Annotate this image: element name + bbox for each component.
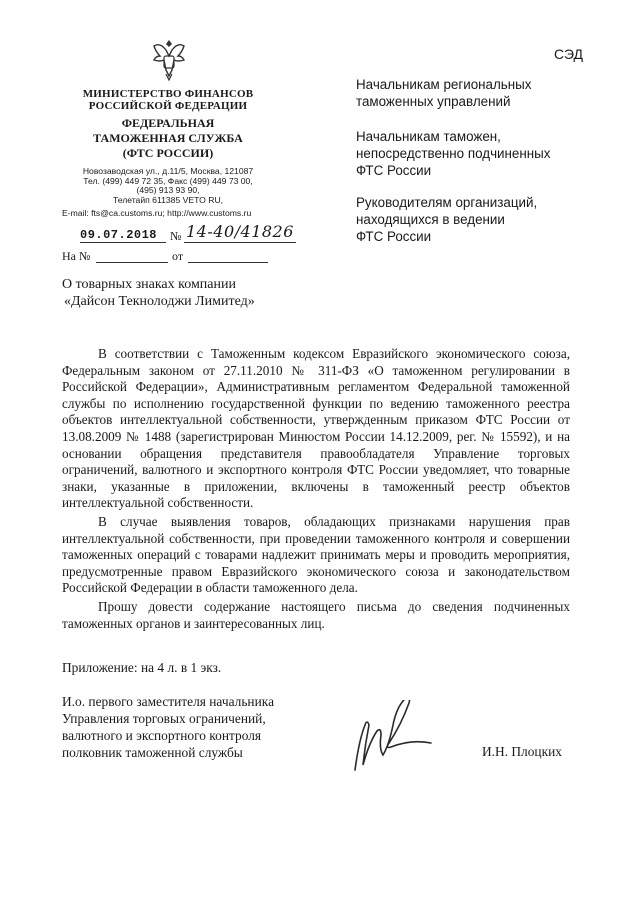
signer-position: И.о. первого заместителя начальника Управления торговых ограничений, валютного и экспортного контроля полковник таможенной службы <box>62 694 275 760</box>
service-name: ФЕДЕРАЛЬНАЯ ТАМОЖЕННАЯ СЛУЖБА (ФТС РОССИИ) <box>93 116 243 160</box>
registration-number: 14-40/41826 <box>186 222 294 241</box>
coat-of-arms-icon <box>148 36 190 84</box>
body-paragraph: Прошу довести содержание настоящего письма до сведения подчиненных таможенных органов и заинтересованных лиц. <box>62 598 570 631</box>
reply-number-blank <box>96 262 168 263</box>
date-underline <box>80 242 166 243</box>
ministry-name: МИНИСТЕРСТВО ФИНАНСОВ РОССИЙСКОЙ ФЕДЕРАЦИИ <box>82 88 254 112</box>
body-paragraph: В случае выявления товаров, обладающих признаками нарушения прав интеллектуальной собственности, при проведении таможенного контроля и совершении таможенных операций с товарами надлежит принимать меры и проводить мероприятия, предусмотренные правом Евразийского экономического союза и законодательством Российской Федерации в области таможенного дела. <box>62 513 570 596</box>
signer-name: И.Н. Плоцких <box>482 744 562 759</box>
body-paragraph: В соответствии с Таможенным кодексом Евразийского экономического союза, Федеральным законом от 27.11.2010 № 311-ФЗ «О таможенном регулировании в Российской Федерации», Административным регламентом Федеральной таможенной службы по исполнению государственной функции по ведению таможенного реестра объектов интеллектуальной собственности, утвержденным приказом ФТС России от 13.08.2009 № 1488 (зарегистрирован Минюстом России 14.12.2009, рег. № 15592), и на основании обращения представителя правообладателя Управление торговых ограничений, валютного и экспортного контроля ФТС России уведомляет, что товарные знаки, указанные в приложении, включены в таможенный реестр объектов интеллектуальной собственности. <box>62 346 570 511</box>
reply-reference-line <box>62 249 302 265</box>
contact-details: Новозаводская ул., д.11/5, Москва, 121087 Тел. (499) 449 72 35, Факс (499) 449 73 00, (495) 913 93 90, Телетайп 611385 VETO RU, <box>82 166 254 205</box>
letter-body <box>62 346 570 632</box>
reply-number-label: На № <box>62 249 91 263</box>
reply-date-label: от <box>172 249 184 263</box>
handwritten-signature <box>345 700 445 780</box>
subject: О товарных знаках компании «Дайсон Текнолоджи Лимитед» <box>62 277 255 309</box>
organization-block <box>62 88 274 161</box>
number-underline <box>184 242 296 243</box>
registration-date: 09.07.2018 <box>80 228 158 242</box>
number-label: № <box>170 229 182 243</box>
registration-line <box>80 222 300 246</box>
addressee-customs: Начальникам таможен, непосредственно подчиненных ФТС России <box>356 129 551 178</box>
email-line: E-mail: fts@ca.customs.ru; http://www.customs.ru <box>62 208 252 218</box>
sed-stamp: СЭД <box>554 46 584 62</box>
addressee-organizations: Руководителям организаций, находящихся в ведении ФТС России <box>356 195 538 244</box>
reply-date-blank <box>188 262 268 263</box>
addressee-regional: Начальникам региональных таможенных управлений <box>356 77 532 109</box>
attachment-note: Приложение: на 4 л. в 1 экз. <box>62 660 222 675</box>
